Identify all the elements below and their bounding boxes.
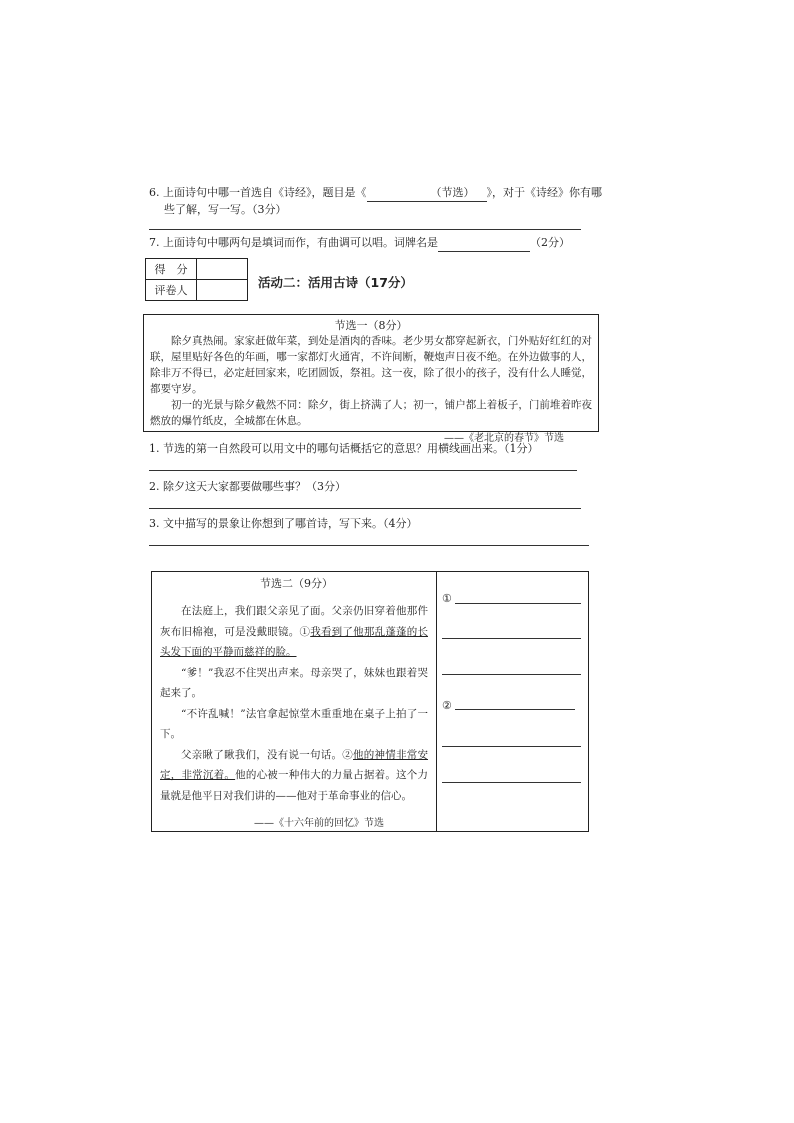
underlined-sentence-1: 我看到了他那乱蓬蓬的长头发下面的平静而慈祥的脸。 — [160, 625, 429, 658]
underlined-sentence-2: 他的神情非常安定，非常沉着。 — [160, 748, 428, 781]
excerpt-2-answer-panel — [437, 572, 588, 831]
question-7-points: （2分） — [530, 236, 570, 249]
question-6-blank[interactable] — [367, 184, 487, 202]
excerpt-2-paragraph-3: “不许乱喊！”法官拿起惊堂木重重地在桌子上拍了一下。 — [160, 707, 428, 740]
excerpt-2-p4-text: 父亲瞅了瞅我们，没有说一句话。 — [181, 748, 343, 761]
question-7 — [149, 234, 570, 252]
excerpt-1-heading: 节选一（8分） — [334, 319, 408, 332]
answer-2-line-3[interactable] — [442, 782, 581, 783]
excerpt-2-paragraph-4 — [160, 745, 428, 807]
question-6 — [149, 184, 602, 202]
excerpt-2-p4-rest: 他的心被一种伟大的力量占据着。这个力量就是他平日对我们讲的——他对于革命事业的信心。 — [160, 769, 429, 802]
excerpt-2-source: ——《十六年前的回忆》节选 — [254, 818, 384, 829]
excerpt-1-paragraph-1: 除夕真热闹。家家赶做年菜，到处是酒肉的香味。老少男女都穿起新衣，门外贴好红红的对联，屋里贴好各色的年画，哪一家都灯火通宵，不许间断，鞭炮声日夜不绝。在外边做事的人，除非万不得已，必定赶回家来，吃团圆饭，祭祖。这一夜，除了很小的孩子，没有什么人睡觉，都要守岁。 — [150, 335, 592, 395]
grader-cell[interactable] — [197, 280, 248, 301]
answer-line-q3[interactable] — [149, 545, 589, 546]
answer-2-line-2[interactable] — [442, 746, 581, 747]
answer-label-2: ② — [442, 699, 452, 712]
question-6-suffix: 》，对于《诗经》你有哪 — [486, 186, 602, 199]
excerpt-1-question-1: 1. 节选的第一自然段可以用文中的哪句话概括它的意思？用横线画出来。（1分） — [149, 442, 539, 455]
question-6-prefix: 6. 上面诗句中哪一首选自《诗经》，题目是《 — [149, 186, 367, 199]
excerpt-1-question-3: 3. 文中描写的景象让你想到了哪首诗，写下来。（4分） — [149, 517, 418, 530]
score-cell[interactable] — [197, 259, 248, 280]
excerpt-1-source: ——《老北京的春节》节选 — [444, 433, 564, 444]
excerpt-2-p1-text: 在法庭上，我们跟父亲见了面。父亲仍旧穿着他那件灰布旧棉袍，可是没戴眼镜。 — [160, 605, 428, 638]
score-table — [145, 258, 248, 301]
excerpt-2-paragraph-1 — [160, 601, 428, 663]
answer-2-line-1[interactable] — [455, 709, 575, 710]
excerpt-2-paragraph-2: “爹！”我忍不住哭出声来。母亲哭了，妹妹也跟着哭起来了。 — [160, 666, 428, 699]
score-label: 得 分 — [146, 259, 197, 280]
activity-2-title: 活动二：活用古诗（17分） — [258, 275, 413, 290]
marker-1: ① — [299, 625, 311, 638]
answer-line-q6[interactable] — [149, 229, 581, 230]
answer-1-line-2[interactable] — [442, 638, 581, 639]
excerpt-1-box — [143, 314, 599, 444]
excerpt-1-paragraph-2: 初一的光景与除夕截然不同：除夕，街上挤满了人；初一，铺户都上着板子，门前堆着昨夜燃放的爆竹纸皮，全城都在休息。 — [150, 399, 592, 427]
excerpt-2-box — [151, 571, 589, 832]
question-6-blank-suffix: （节选） — [430, 186, 475, 199]
question-6-line2: 些了解，写一写。（3分） — [164, 203, 287, 216]
answer-1-line-3[interactable] — [442, 674, 581, 675]
answer-line-q2[interactable] — [149, 508, 581, 509]
question-7-text: 7. 上面诗句中哪两句是填词而作，有曲调可以唱。词牌名是 — [149, 236, 438, 249]
marker-2: ② — [342, 748, 353, 761]
answer-line-q1[interactable] — [149, 470, 577, 471]
answer-label-1: ① — [442, 592, 452, 605]
excerpt-2-heading: 节选二（9分） — [260, 577, 333, 590]
grader-label: 评卷人 — [146, 280, 197, 301]
answer-1-line-1[interactable] — [455, 603, 581, 604]
excerpt-1-question-2: 2. 除夕这天大家都要做哪些事？（3分） — [149, 480, 346, 493]
question-7-blank[interactable] — [438, 234, 530, 252]
excerpt-2-text-panel — [152, 572, 437, 831]
